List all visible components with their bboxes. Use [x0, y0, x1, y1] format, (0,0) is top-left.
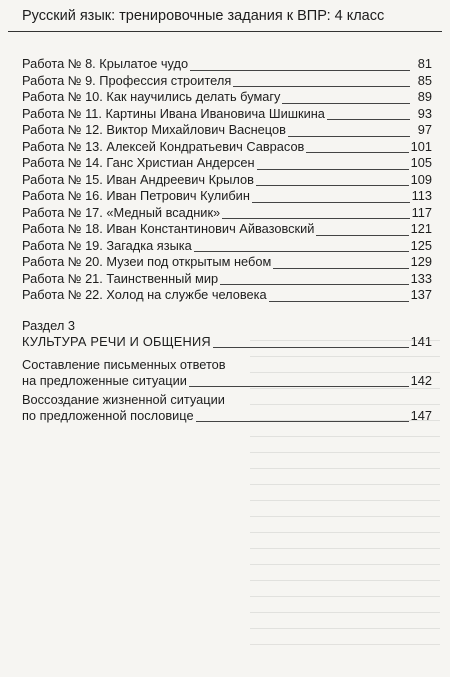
- entry-title-line1: Воссоздание жизненной ситуации: [22, 392, 225, 407]
- page-number: 105: [410, 155, 432, 170]
- page-number: 137: [410, 287, 432, 302]
- leader-line: [190, 70, 410, 71]
- page-number: 93: [417, 105, 432, 121]
- entry-title: Работа № 9. Профессия строителя: [22, 72, 232, 88]
- toc-entry: [22, 188, 432, 205]
- page-number: 81: [417, 56, 432, 71]
- leader-line: [269, 301, 409, 302]
- entry-title: Работа № 17. «Медный всадник»: [22, 204, 221, 220]
- page-number: 89: [417, 89, 432, 104]
- entry-title: Работа № 10. Как научились делать бумагу: [22, 89, 281, 104]
- entry-title: Работа № 14. Ганс Христиан Андерсен: [22, 155, 255, 170]
- page-number: 129: [410, 254, 432, 269]
- entry-title: Работа № 13. Алексей Кондратьевич Саврасов: [22, 138, 305, 154]
- entry-title: Работа № 16. Иван Петрович Кулибин: [22, 188, 250, 203]
- leader-line: [252, 202, 410, 203]
- entry-title: Работа № 11. Картины Ивана Ивановича Шишкина: [22, 105, 325, 121]
- toc-entry: [22, 155, 432, 172]
- toc-entry: [22, 205, 432, 222]
- toc-entry: [22, 122, 432, 139]
- entry-title: Работа № 8. Крылатое чудо: [22, 56, 189, 71]
- entry-title: Работа № 18. Иван Константинович Айвазовский: [22, 221, 315, 236]
- page-number: 121: [410, 221, 432, 236]
- table-of-contents: [22, 56, 432, 304]
- entry-title: Работа № 12. Виктор Михайлович Васнецов: [22, 122, 286, 137]
- leader-line: [220, 284, 409, 285]
- toc-entry: [22, 106, 432, 123]
- page-number: 125: [410, 237, 432, 253]
- page-number: 109: [410, 171, 432, 187]
- toc-entry: [22, 271, 432, 288]
- page-number: 142: [410, 373, 432, 388]
- page-number: 85: [417, 72, 432, 88]
- leader-line: [273, 268, 408, 269]
- entry-title: Работа № 22. Холод на службе человека: [22, 287, 267, 302]
- leader-line: [306, 152, 408, 153]
- toc-entry: [22, 172, 432, 189]
- show-through-texture: [250, 340, 440, 670]
- leader-line: [327, 119, 410, 120]
- page-number: 113: [411, 188, 432, 203]
- toc-entry: [22, 238, 432, 255]
- leader-line: [257, 169, 409, 170]
- header-rule: [8, 31, 442, 32]
- entry-title: Работа № 20. Музеи под открытым небом: [22, 254, 272, 269]
- running-header: Русский язык: тренировочные задания к ВПР: 4 класс: [22, 8, 385, 24]
- leader-line: [222, 218, 409, 219]
- entry-title-line2: по предложенной пословице: [22, 408, 194, 423]
- entry-title: Работа № 19. Загадка языка: [22, 237, 192, 253]
- toc-entry: [22, 254, 432, 271]
- page-number: 117: [411, 204, 432, 220]
- section-label: Раздел 3: [22, 318, 75, 333]
- leader-line: [233, 86, 410, 87]
- page-number: 101: [410, 138, 432, 154]
- page-number: 147: [410, 408, 432, 423]
- leader-line: [316, 235, 408, 236]
- leader-line: [194, 251, 409, 252]
- toc-entry: [22, 89, 432, 106]
- leader-line: [282, 103, 410, 104]
- page-number: 133: [410, 270, 432, 286]
- entry-title-line1: Составление письменных ответов: [22, 357, 226, 372]
- page-number: 97: [417, 122, 432, 137]
- leader-line: [256, 185, 409, 186]
- toc-entry: [22, 73, 432, 90]
- toc-entry: [22, 139, 432, 156]
- entry-title: Работа № 15. Иван Андреевич Крылов: [22, 171, 254, 187]
- entry-title: Работа № 21. Таинственный мир: [22, 270, 219, 286]
- entry-title-line2: на предложенные ситуации: [22, 373, 187, 388]
- page-number: 141: [410, 334, 432, 349]
- toc-entry: [22, 287, 432, 304]
- leader-line: [288, 136, 410, 137]
- section-heading: КУЛЬТУРА РЕЧИ И ОБЩЕНИЯ: [22, 334, 211, 349]
- toc-entry: [22, 56, 432, 73]
- toc-entry: [22, 221, 432, 238]
